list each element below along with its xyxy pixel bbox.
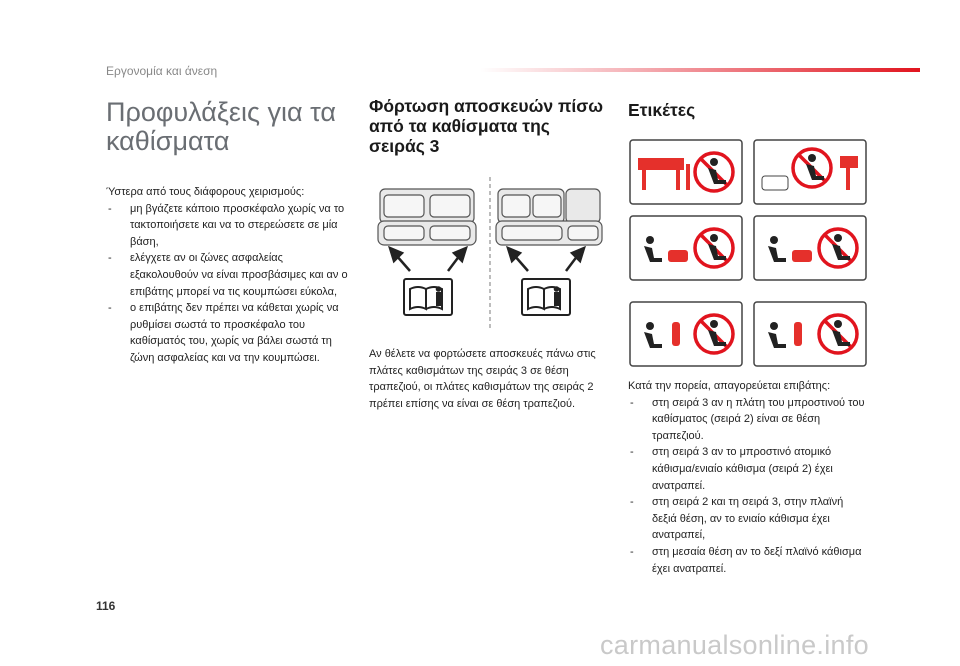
list-item: - ο επιβάτης δεν πρέπει να κάθεται χωρίς να ρυθμίσει σωστά το προσκέφαλο του καθίσματός του, χωρίς να βάλει σωστά τη ζώνη ασφαλείας και να την κουμπώσει. xyxy=(106,300,351,366)
page-number: 116 xyxy=(96,599,116,613)
book-info-icon xyxy=(522,279,570,315)
page-title: Προφυλάξεις για τα καθίσματα xyxy=(106,97,336,156)
label-table-position xyxy=(630,140,742,204)
label-folded-seat xyxy=(754,140,866,204)
list-item: - ελέγχετε αν οι ζώνες ασφαλείας εξακολουθούν να είναι προσβάσιμες και αν ο επιβάτης μπορεί να τις κουμπώσει εύκολα, xyxy=(106,250,351,300)
col3-text xyxy=(628,378,868,577)
warning-labels xyxy=(628,138,868,372)
col1-text xyxy=(106,184,351,367)
col3-list xyxy=(628,395,868,578)
seat-row-right-illustration xyxy=(496,189,602,245)
col3-intro: Κατά την πορεία, απαγορεύεται επιβάτης: xyxy=(628,380,831,392)
section-title: Εργονομία και άνεση xyxy=(106,64,218,78)
list-item: - στη σειρά 3 αν το μπροστινό ατομικό κάθισμα/ενιαίο κάθισμα (σειρά 2) έχει ανατραπεί. xyxy=(628,444,868,494)
label-row3-single-folded xyxy=(754,216,866,280)
list-item: - μη βγάζετε κάποιο προσκέφαλο χωρίς να το τακτοποιήσετε και να το στερεώσετε σε μία βάση, xyxy=(106,201,351,251)
col1-list xyxy=(106,201,351,367)
col1-intro: Ύστερα από τους διάφορους χειρισμούς: xyxy=(106,186,305,198)
header-accent-bar xyxy=(480,68,920,72)
book-info-icon xyxy=(404,279,452,315)
label-row3-behind-folded xyxy=(630,216,742,280)
list-item: - στη σειρά 3 αν η πλάτη του μπροστινού του καθίσματος (σειρά 2) είναι σε θέση τραπεζιού. xyxy=(628,395,868,445)
col2-text: Αν θέλετε να φορτώσετε αποσκευές πάνω στις πλάτες καθισμάτων της σειράς 3 σε θέση τραπεζιού, οι πλάτες καθισμάτων της σειράς 2 πρέπει επίσης να είναι σε θέση τραπεζιού. xyxy=(369,348,596,410)
section-heading-luggage: Φόρτωση αποσκευών πίσω από τα καθίσματα της σειράς 3 xyxy=(369,96,603,156)
seat-diagram xyxy=(370,175,610,335)
section-heading-labels: Ετικέτες xyxy=(628,100,696,120)
label-side-position xyxy=(630,302,742,366)
label-middle-position xyxy=(754,302,866,366)
arrow-icon xyxy=(390,248,584,271)
watermark: carmanualsonline.info xyxy=(600,630,869,660)
list-item: - στη μεσαία θέση αν το δεξί πλαϊνό κάθισμα έχει ανατραπεί. xyxy=(628,544,868,577)
list-item: - στη σειρά 2 και τη σειρά 3, στην πλαϊνή δεξιά θέση, αν το ενιαίο κάθισμα έχει ανατραπεί, xyxy=(628,494,868,544)
seat-row-left-illustration xyxy=(378,189,476,245)
